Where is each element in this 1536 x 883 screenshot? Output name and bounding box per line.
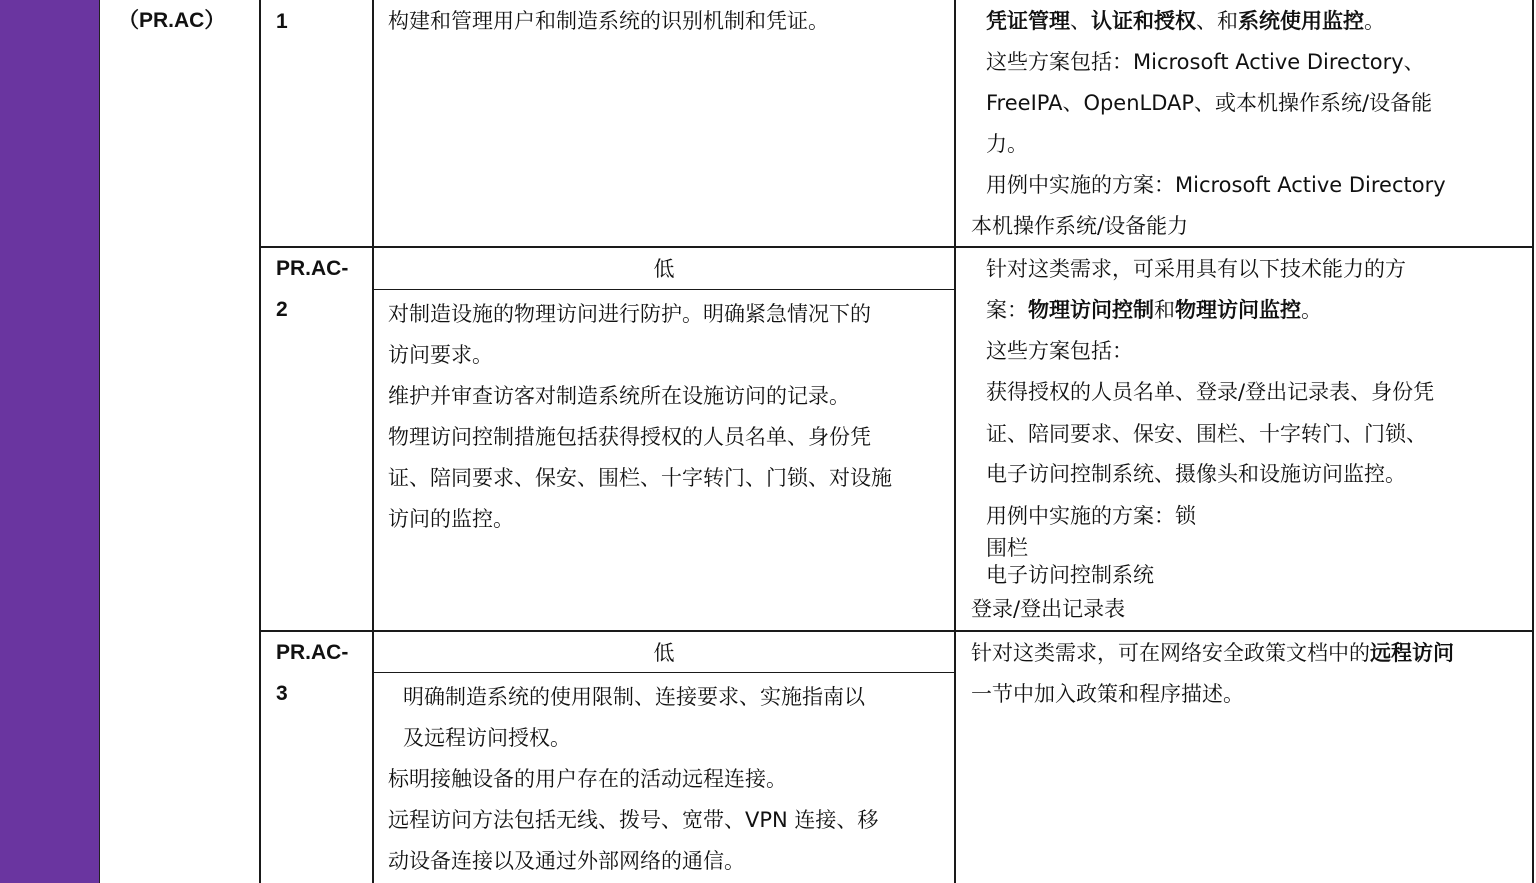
solution-impl-line: 围栏: [986, 536, 1028, 560]
solution-impl-line: 电子访问控制系统: [986, 563, 1154, 587]
requirement-line: 明确制造系统的使用限制、连接要求、实施指南以: [403, 685, 865, 709]
cap-seg: 。: [1301, 298, 1322, 322]
section-color-band: [0, 0, 99, 883]
cap-seg: 远程访问: [1370, 642, 1454, 665]
priority-divider: [373, 672, 955, 673]
solution-impl-line: 登录/登出记录表: [971, 597, 1126, 621]
grid-line: [954, 0, 956, 883]
solution-impl-line: 本机操作系统/设备能力: [971, 214, 1189, 238]
control-id: 1: [276, 10, 288, 33]
solution-includes-line: 力。: [986, 132, 1028, 156]
solution-impl-line: 用例中实施的方案：Microsoft Active Directory: [986, 173, 1446, 197]
cap-seg: 针对这类需求，可在网络安全政策文档中的: [971, 641, 1370, 665]
grid-line: [259, 0, 261, 883]
solution-includes-line: 这些方案包括：Microsoft Active Directory、: [986, 50, 1425, 74]
requirement-line: 远程访问方法包括无线、拨号、宽带、VPN 连接、移: [388, 808, 879, 832]
control-id: 3: [276, 682, 288, 705]
cap-seg: 认证和授权: [1091, 10, 1196, 33]
solution-tail-line: 一节中加入政策和程序描述。: [971, 682, 1244, 706]
band-border: [99, 0, 100, 883]
solution-impl-line: 用例中实施的方案：锁: [986, 504, 1196, 528]
cap-seg: 物理访问控制: [1028, 299, 1154, 322]
cap-seg: 物理访问监控: [1175, 299, 1301, 322]
category-label: （PR.AC）: [118, 9, 226, 32]
priority-value: 低: [653, 257, 675, 281]
cap-seg: 。: [1364, 9, 1385, 33]
grid-line: [372, 0, 374, 883]
control-id: 2: [276, 298, 288, 321]
requirement-line: 物理访问控制措施包括获得授权的人员名单、身份凭: [388, 425, 871, 449]
solution-capability-line: [986, 9, 1385, 34]
cap-seg: 凭证管理: [986, 10, 1070, 33]
priority-divider: [373, 289, 955, 290]
requirement-line: 构建和管理用户和制造系统的识别机制和凭证。: [388, 9, 829, 33]
cap-seg: 、和: [1196, 9, 1238, 33]
requirement-line: 及远程访问授权。: [403, 726, 571, 750]
control-id: PR.AC-: [276, 641, 349, 664]
solution-includes-line: 这些方案包括：: [986, 339, 1133, 363]
requirement-line: 访问要求。: [388, 343, 493, 367]
solution-includes-line: FreeIPA、OpenLDAP、或本机操作系统/设备能: [986, 91, 1433, 115]
requirement-line: 对制造设施的物理访问进行防护。明确紧急情况下的: [388, 302, 871, 326]
solution-includes-line: 证、陪同要求、保安、围栏、十字转门、门锁、: [986, 422, 1427, 446]
solution-capability-line: [986, 298, 1322, 323]
solution-capability-line: [971, 641, 1454, 666]
requirement-line: 证、陪同要求、保安、围栏、十字转门、门锁、对设施: [388, 466, 892, 490]
solution-intro-line: 针对这类需求，可采用具有以下技术能力的方: [986, 257, 1406, 281]
control-id: PR.AC-: [276, 257, 349, 280]
solution-includes-line: 获得授权的人员名单、登录/登出记录表、身份凭: [986, 380, 1435, 404]
requirement-line: 标明接触设备的用户存在的活动远程连接。: [388, 767, 787, 791]
row-divider: [259, 630, 1534, 632]
priority-value: 低: [653, 641, 675, 665]
requirement-line: 访问的监控。: [388, 507, 514, 531]
cap-seg: 、: [1070, 9, 1091, 33]
grid-line: [1532, 0, 1534, 883]
cap-seg: 系统使用监控: [1238, 10, 1364, 33]
cap-seg: 和: [1154, 298, 1175, 322]
solution-includes-line: 电子访问控制系统、摄像头和设施访问监控。: [986, 462, 1406, 486]
row-divider: [259, 246, 1534, 248]
requirement-line: 动设备连接以及通过外部网络的通信。: [388, 849, 745, 873]
requirement-line: 维护并审查访客对制造系统所在设施访问的记录。: [388, 384, 850, 408]
cap-seg: 案：: [986, 298, 1028, 322]
